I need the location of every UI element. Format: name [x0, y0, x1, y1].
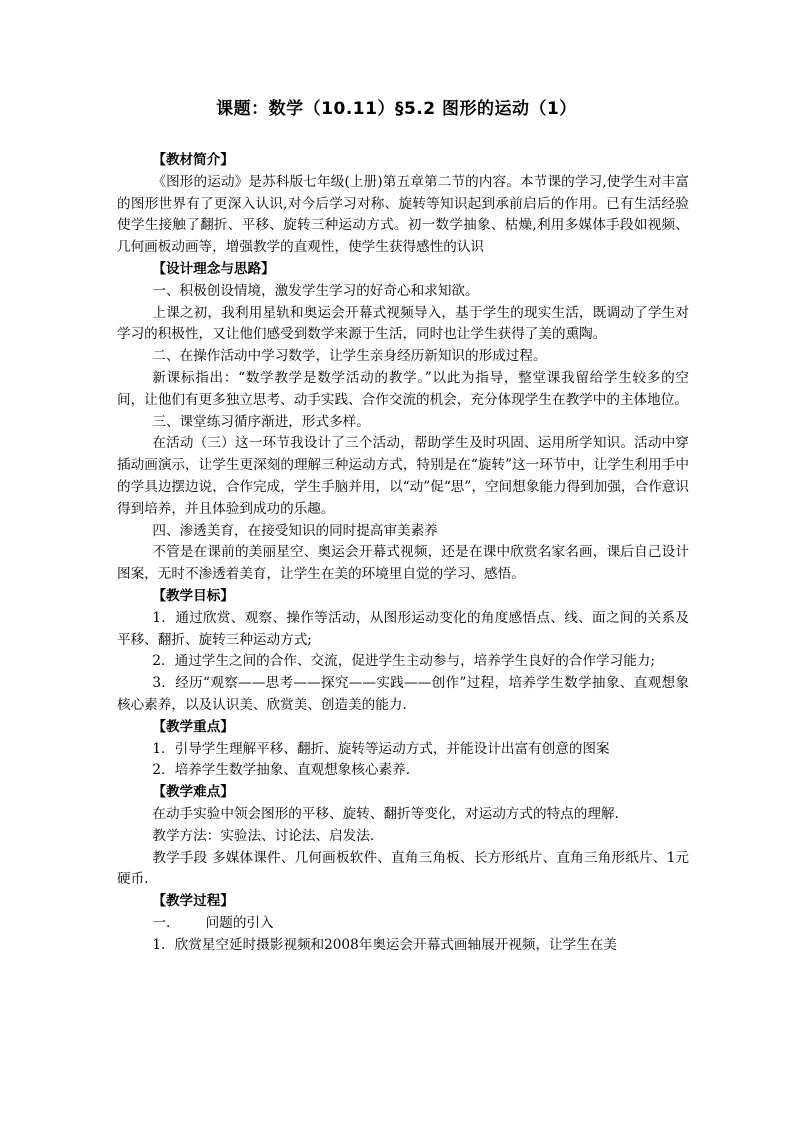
- section-heading-intro: 【教材简介】: [152, 152, 234, 168]
- section-heading-difficult-points: 【教学难点】: [152, 784, 234, 801]
- design-point-4-title: 四、渗透美育，在接受知识的同时提高审美素养: [152, 522, 438, 539]
- teaching-means: 教学手段 多媒体课件、几何画板软件、直角三角板、长方形纸片、直角三角形纸片、1元硬币.: [117, 849, 689, 888]
- process-step-1-title: 问题的引入: [205, 914, 274, 931]
- design-point-2-text: 新课标指出：“数学教学是数学活动的教学。”以此为指导，整堂课我留给学生较多的空间，让他们有更多独立思考、动手实践、合作交流的机会，充分体现学生在教学中的主体地位。: [117, 369, 689, 408]
- design-point-1-title: 一、积极创设情境，激发学生学习的好奇心和求知欲。: [152, 282, 479, 299]
- section-heading-key-points: 【教学重点】: [152, 718, 234, 735]
- goal-item-3: 3．经历“观察——思考——探究——实践——创作”过程，培养学生数学抽象、直观想象核心素养，以及认识美、欣赏美、创造美的能力.: [117, 675, 689, 713]
- goal-item-1: 1．通过欣赏、观察、操作等活动，从图形运动变化的角度感悟点、线、面之间的关系及平移、翻折、旋转三种运动方式;: [117, 609, 689, 648]
- difficult-point-text: 在动手实验中领会图形的平移、旋转、翻折等变化，对运动方式的特点的理解.: [152, 805, 619, 822]
- key-point-1: 1．引导学生理解平移、翻折、旋转等运动方式，并能设计出富有创意的图案: [152, 740, 610, 757]
- document-body: [117, 150, 689, 956]
- paragraph-intro: 《图形的运动》是苏科版七年级(上册)第五章第二节的内容。本节课的学习,使学生对丰富的图形世界有了更深入认识,对今后学习对称、旋转等知识起到承前启后的作用。已有生活经验使学生接触了翻折、平移、旋转三种运动方式。初一数学抽象、枯燥,利用多媒体手段如视频、几何画板动画等，增强教学的直观性，使学生获得感性的认识: [117, 173, 689, 256]
- design-point-1-text: 上课之初，我利用星轨和奥运会开幕式视频导入，基于学生的现实生活，既调动了学生对学习的积极性，又让他们感受到数学来源于生活，同时也让学生获得了美的熏陶。: [117, 304, 689, 343]
- section-heading-goals: 【教学目标】: [152, 587, 234, 604]
- key-point-2: 2．培养学生数学抽象、直观想象核心素养.: [152, 762, 411, 779]
- process-step-1-number: 一.: [152, 914, 171, 931]
- design-point-2-title: 二、在操作活动中学习数学，让学生亲身经历新知识的形成过程。: [152, 348, 547, 365]
- process-step-1-heading: [117, 913, 689, 935]
- section-heading-design: 【设计理念与思路】: [152, 260, 275, 277]
- design-point-4-text: 不管是在课前的美丽星空、奥运会开幕式视频，还是在课中欣赏名家名画，课后自己设计图案，无时不渗透着美育，让学生在美的环境里自觉的学习、感悟。: [117, 544, 689, 583]
- design-point-3-title: 三、课堂练习循序渐进，形式多样。: [152, 413, 370, 430]
- design-point-3-text: 在活动（三）这一环节我设计了三个活动，帮助学生及时巩固、运用所学知识。活动中穿插动画演示，让学生更深刻的理解三种运动方式，特别是在“旋转”这一环节中，让学生利用手中的学具边摆边说，合作完成，学生手脑并用，以“动”促“思”，空间想象能力得到加强，合作意识得到培养，并且体验到成功的乐趣。: [117, 435, 689, 517]
- goal-item-2: 2．通过学生之间的合作、交流，促进学生主动参与，培养学生良好的合作学习能力;: [152, 653, 655, 670]
- section-heading-process: 【教学过程】: [152, 893, 234, 910]
- process-step-1-text: 1．欣赏星空延时摄影视频和2008年奥运会开幕式画轴展开视频，让学生在美: [152, 936, 618, 953]
- teaching-method: 教学方法：实验法、讨论法、启发法.: [152, 827, 375, 844]
- page-title: 课题：数学（10.11）§5.2 图形的运动（1）: [216, 99, 577, 119]
